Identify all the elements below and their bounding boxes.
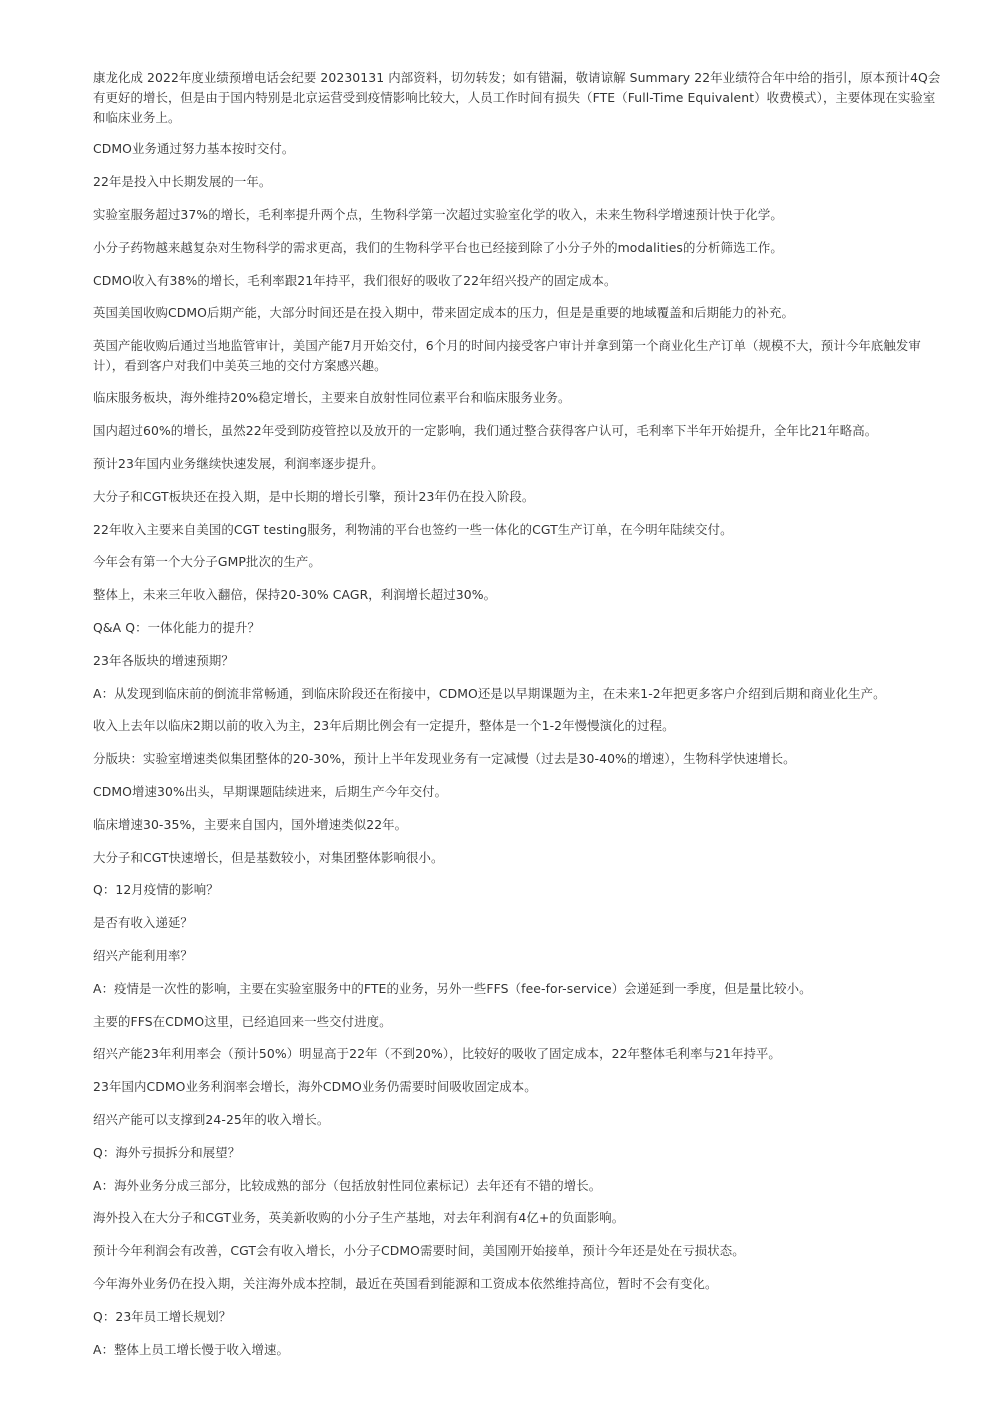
paragraph: 预计23年国内业务继续快速发展，利润率逐步提升。: [93, 456, 384, 472]
paragraph: 收入上去年以临床2期以前的收入为主，23年后期比例会有一定提升，整体是一个1-2年慢慢演化的过程。: [93, 718, 675, 734]
paragraph: 临床服务板块，海外维持20%稳定增长，主要来自放射性同位素平台和临床服务业务。: [93, 390, 571, 406]
paragraph-summary: 康龙化成 2022年度业绩预增电话会纪要 20230131 内部资料，切勿转发；如有错漏，敬请谅解 Summary 22年业绩符合年中给的指引，原本预计4Q会有更好的增长，但是由于国内特别是北京运营受到疫情影响比较大，人员工作时间有损失（FTE（Full-Time Equivalent）收费模式），主要体现在实验室和临床业务上。: [93, 70, 941, 125]
paragraph: 今年海外业务仍在投入期，关注海外成本控制，最近在英国看到能源和工资成本依然维持高位，暂时不会有变化。: [93, 1275, 718, 1291]
question: Q：海外亏损拆分和展望？: [93, 1144, 241, 1160]
paragraph: 海外投入在大分子和CGT业务，英美新收购的小分子生产基地，对去年利润有4亿+的负面影响。: [93, 1210, 625, 1226]
paragraph: 临床增速30-35%，主要来自国内，国外增速类似22年。: [93, 816, 408, 832]
paragraph: 整体上，未来三年收入翻倍，保持20-30% CAGR，利润增长超过30%。: [93, 587, 497, 603]
paragraph: 23年国内CDMO业务利润率会增长，海外CDMO业务仍需要时间吸收固定成本。: [93, 1079, 537, 1095]
document-body: [93, 68, 945, 1372]
paragraph: 国内超过60%的增长，虽然22年受到防疫管控以及放开的一定影响，我们通过整合获得客户认可，毛利率下半年开始提升，全年比21年略高。: [93, 423, 878, 439]
paragraph: 预计今年利润会有改善，CGT会有收入增长，小分子CDMO需要时间，美国刚开始接单，预计今年还是处在亏损状态。: [93, 1243, 745, 1259]
paragraph: 大分子和CGT板块还在投入期，是中长期的增长引擎，预计23年仍在投入阶段。: [93, 488, 535, 504]
paragraph: CDMO收入有38%的增长，毛利率跟21年持平，我们很好的吸收了22年绍兴投产的固定成本。: [93, 272, 617, 288]
paragraph: 实验室服务超过37%的增长，毛利率提升两个点，生物科学第一次超过实验室化学的收入，未来生物科学增速预计快于化学。: [93, 206, 783, 222]
paragraph: 英国美国收购CDMO后期产能，大部分时间还是在投入期中，带来固定成本的压力，但是是重要的地域覆盖和后期能力的补充。: [93, 305, 795, 321]
paragraph: 英国产能收购后通过当地监管审计，美国产能7月开始交付，6个月的时间内接受客户审计并拿到第一个商业化生产订单（规模不大，预计今年底触发审计），看到客户对我们中美英三地的交付方案感兴趣。: [93, 338, 921, 373]
question: 23年各版块的增速预期？: [93, 652, 234, 668]
answer: A：海外业务分成三部分，比较成熟的部分（包括放射性同位素标记）去年还有不错的增长。: [93, 1177, 602, 1193]
paragraph: 大分子和CGT快速增长，但是基数较小，对集团整体影响很小。: [93, 849, 444, 865]
paragraph: 主要的FFS在CDMO这里，已经追回来一些交付进度。: [93, 1013, 392, 1029]
paragraph: 22年是投入中长期发展的一年。: [93, 174, 272, 190]
paragraph: 小分子药物越来越复杂对生物科学的需求更高，我们的生物科学平台也已经接到除了小分子外的modalities的分析筛选工作。: [93, 239, 783, 255]
qa-heading: Q&A Q：一体化能力的提升？: [93, 620, 260, 636]
paragraph: CDMO增速30%出头，早期课题陆续进来，后期生产今年交付。: [93, 784, 448, 800]
paragraph: 分版块：实验室增速类似集团整体的20-30%，预计上半年发现业务有一定减慢（过去是30-40%的增速），生物科学快速增长。: [93, 751, 796, 767]
answer: A：从发现到临床前的倒流非常畅通，到临床阶段还在衔接中，CDMO还是以早期课题为主，在未来1-2年把更多客户介绍到后期和商业化生产。: [93, 685, 886, 701]
paragraph: 绍兴产能23年利用率会（预计50%）明显高于22年（不到20%），比较好的吸收了固定成本，22年整体毛利率与21年持平。: [93, 1046, 781, 1062]
paragraph: 绍兴产能可以支撑到24-25年的收入增长。: [93, 1112, 330, 1127]
question: Q：23年员工增长规划？: [93, 1308, 232, 1324]
paragraph: 今年会有第一个大分子GMP批次的生产。: [93, 554, 321, 570]
answer: A：疫情是一次性的影响，主要在实验室服务中的FTE的业务，另外一些FFS（fee-for-service）会递延到一季度，但是量比较小。: [93, 980, 812, 996]
question: Q：12月疫情的影响？: [93, 882, 219, 898]
answer: A：整体上员工增长慢于收入增速。: [93, 1341, 289, 1357]
paragraph: CDMO业务通过努力基本按时交付。: [93, 141, 295, 157]
question: 是否有收入递延？: [93, 915, 193, 931]
paragraph: 22年收入主要来自美国的CGT testing服务，利物浦的平台也签约一些一体化的CGT生产订单，在今明年陆续交付。: [93, 521, 733, 537]
question: 绍兴产能利用率？: [93, 948, 193, 964]
